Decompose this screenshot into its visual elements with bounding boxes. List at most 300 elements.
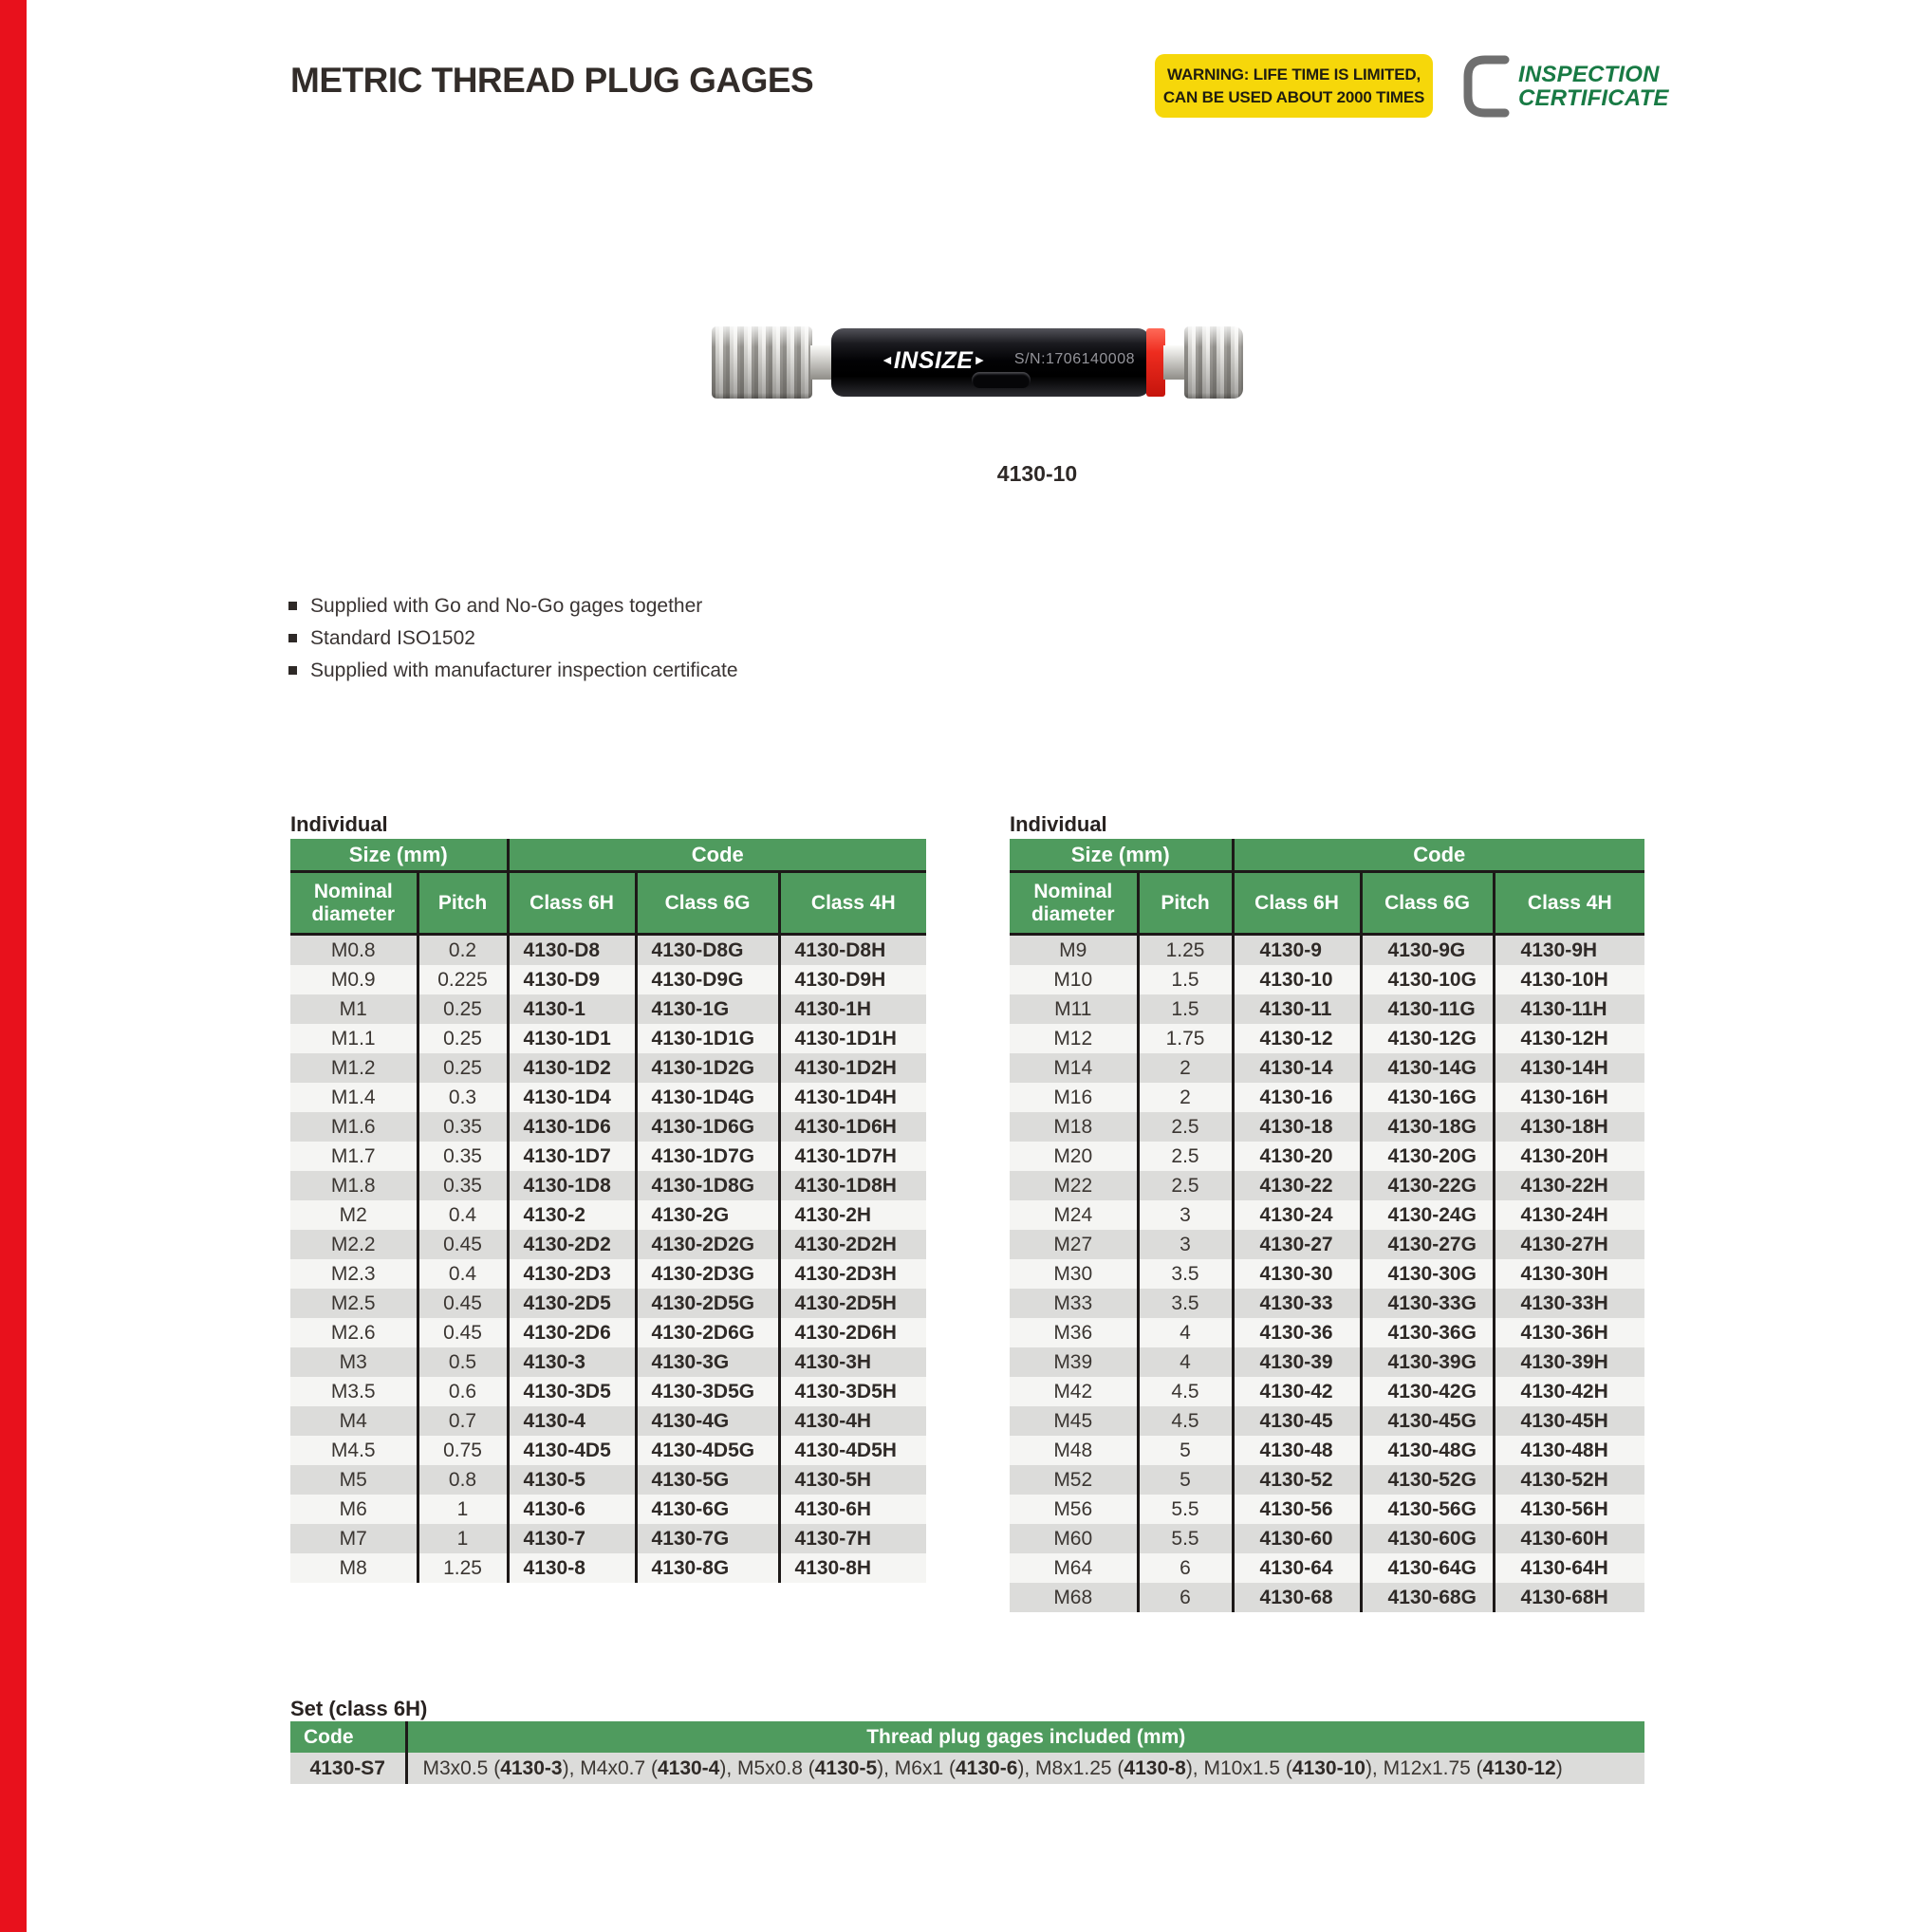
class-4h-code-cell: 4130-3H	[779, 1347, 926, 1377]
pitch-cell: 5	[1138, 1436, 1233, 1465]
nominal-diameter-cell: M20	[1010, 1142, 1138, 1171]
table-row	[290, 1112, 926, 1142]
class-6g-code-cell: 4130-2G	[636, 1200, 779, 1230]
table-row	[290, 935, 926, 966]
class-6h-code-cell: 4130-14	[1233, 1053, 1361, 1083]
table-row	[290, 1083, 926, 1112]
table-row	[1010, 1259, 1644, 1289]
certificate-line-2: CERTIFICATE	[1518, 85, 1669, 111]
gage-handle	[831, 328, 1150, 397]
size-group-header: Size (mm)	[1010, 839, 1233, 872]
nominal-diameter-cell: M0.9	[290, 965, 418, 994]
class-6g-code-cell: 4130-10G	[1361, 965, 1494, 994]
nominal-diameter-cell: M4	[290, 1406, 418, 1436]
nominal-diameter-cell: M33	[1010, 1289, 1138, 1318]
class-4h-code-cell: 4130-7H	[779, 1524, 926, 1553]
class-6g-code-cell: 4130-56G	[1361, 1495, 1494, 1524]
table-row	[290, 1347, 926, 1377]
nominal-diameter-cell: M60	[1010, 1524, 1138, 1553]
pitch-cell: 2	[1138, 1053, 1233, 1083]
class-6h-code-cell: 4130-42	[1233, 1377, 1361, 1406]
nominal-diameter-cell: M1.1	[290, 1024, 418, 1053]
class-6h-code-cell: 4130-68	[1233, 1583, 1361, 1612]
class-4h-code-cell: 4130-14H	[1494, 1053, 1644, 1083]
nominal-diameter-cell: M68	[1010, 1583, 1138, 1612]
class-6h-code-cell: 4130-2D2	[508, 1230, 636, 1259]
class-4h-code-cell: 4130-D9H	[779, 965, 926, 994]
class-6h-code-cell: 4130-5	[508, 1465, 636, 1495]
pitch-cell: 0.25	[418, 1053, 508, 1083]
class-6h-code-cell: 4130-7	[508, 1524, 636, 1553]
table-row	[1010, 1406, 1644, 1436]
pitch-cell: 0.6	[418, 1377, 508, 1406]
table-row	[290, 1318, 926, 1347]
pitch-cell: 0.35	[418, 1112, 508, 1142]
column-header-row	[1010, 872, 1644, 935]
nominal-diameter-cell: M24	[1010, 1200, 1138, 1230]
pitch-cell: 5.5	[1138, 1495, 1233, 1524]
pitch-cell: 4.5	[1138, 1406, 1233, 1436]
class-6h-code-cell: 4130-1D8	[508, 1171, 636, 1200]
nominal-diameter-cell: M45	[1010, 1406, 1138, 1436]
class-4h-code-cell: 4130-D8H	[779, 935, 926, 966]
class-6g-code-cell: 4130-5G	[636, 1465, 779, 1495]
code-group-header: Code	[508, 839, 926, 872]
no-go-gage-thread	[1184, 326, 1243, 399]
table-row	[290, 1053, 926, 1083]
class-6g-code-cell: 4130-39G	[1361, 1347, 1494, 1377]
class-4h-code-cell: 4130-4H	[779, 1406, 926, 1436]
nominal-diameter-cell: M2.5	[290, 1289, 418, 1318]
size-group-header: Size (mm)	[290, 839, 508, 872]
nominal-diameter-header: Nominal diameter	[1010, 872, 1138, 935]
class-4h-code-cell: 4130-60H	[1494, 1524, 1644, 1553]
nominal-diameter-cell: M30	[1010, 1259, 1138, 1289]
nominal-diameter-cell: M2.6	[290, 1318, 418, 1347]
pitch-cell: 0.4	[418, 1200, 508, 1230]
class-4h-code-cell: 4130-10H	[1494, 965, 1644, 994]
class-4h-header: Class 4H	[1494, 872, 1644, 935]
table-row	[290, 1377, 926, 1406]
class-6g-code-cell: 4130-D9G	[636, 965, 779, 994]
table-row	[290, 1553, 926, 1583]
pitch-cell: 0.75	[418, 1436, 508, 1465]
nominal-diameter-cell: M52	[1010, 1465, 1138, 1495]
class-4h-code-cell: 4130-12H	[1494, 1024, 1644, 1053]
nominal-diameter-cell: M56	[1010, 1495, 1138, 1524]
pitch-cell: 2.5	[1138, 1112, 1233, 1142]
class-6g-code-cell: 4130-7G	[636, 1524, 779, 1553]
nominal-diameter-cell: M7	[290, 1524, 418, 1553]
class-6g-code-cell: 4130-6G	[636, 1495, 779, 1524]
nominal-diameter-cell: M1.6	[290, 1112, 418, 1142]
nominal-diameter-cell: M5	[290, 1465, 418, 1495]
set-included-cell: M3x0.5 (4130-3), M4x0.7 (4130-4), M5x0.8 (4130-5), M6x1 (4130-6), M8x1.25 (4130-8), M10x1.5 (4130-10), M12x1.75 (4130-12)	[406, 1753, 1644, 1784]
pitch-cell: 4.5	[1138, 1377, 1233, 1406]
table-row	[1010, 1053, 1644, 1083]
class-6h-header: Class 6H	[1233, 872, 1361, 935]
class-4h-code-cell: 4130-20H	[1494, 1142, 1644, 1171]
pitch-cell: 0.45	[418, 1289, 508, 1318]
set-table	[290, 1721, 1644, 1784]
pitch-cell: 1	[418, 1524, 508, 1553]
class-6g-code-cell: 4130-D8G	[636, 935, 779, 966]
class-4h-code-cell: 4130-1D4H	[779, 1083, 926, 1112]
nominal-diameter-cell: M1.4	[290, 1083, 418, 1112]
table-row	[290, 1495, 926, 1524]
class-4h-code-cell: 4130-36H	[1494, 1318, 1644, 1347]
table-row	[1010, 1465, 1644, 1495]
included-gage-code: 4130-12	[1482, 1756, 1556, 1779]
nominal-diameter-cell: M3	[290, 1347, 418, 1377]
class-4h-code-cell: 4130-11H	[1494, 994, 1644, 1024]
class-6h-code-cell: 4130-12	[1233, 1024, 1361, 1053]
right-collar	[1163, 345, 1186, 380]
class-6g-code-cell: 4130-36G	[1361, 1318, 1494, 1347]
pitch-cell: 0.8	[418, 1465, 508, 1495]
class-4h-code-cell: 4130-48H	[1494, 1436, 1644, 1465]
nominal-diameter-cell: M2.2	[290, 1230, 418, 1259]
class-6g-code-cell: 4130-42G	[1361, 1377, 1494, 1406]
class-6h-code-cell: 4130-1	[508, 994, 636, 1024]
class-6g-code-cell: 4130-33G	[1361, 1289, 1494, 1318]
class-6h-code-cell: 4130-22	[1233, 1171, 1361, 1200]
pitch-cell: 0.225	[418, 965, 508, 994]
nominal-diameter-cell: M1.7	[290, 1142, 418, 1171]
table-row	[1010, 1436, 1644, 1465]
brand-name: INSIZE	[893, 347, 974, 374]
table-row	[290, 1436, 926, 1465]
class-6h-code-cell: 4130-24	[1233, 1200, 1361, 1230]
class-4h-code-cell: 4130-64H	[1494, 1553, 1644, 1583]
class-6h-code-cell: 4130-16	[1233, 1083, 1361, 1112]
table-row	[290, 1465, 926, 1495]
nominal-diameter-cell: M22	[1010, 1171, 1138, 1200]
nominal-diameter-cell: M1	[290, 994, 418, 1024]
class-6h-code-cell: 4130-27	[1233, 1230, 1361, 1259]
class-6g-code-cell: 4130-22G	[1361, 1171, 1494, 1200]
included-gage-code: 4130-5	[814, 1756, 878, 1779]
class-4h-code-cell: 4130-16H	[1494, 1083, 1644, 1112]
nominal-diameter-cell: M10	[1010, 965, 1138, 994]
go-gage-thread	[712, 326, 812, 399]
included-gage-code: 4130-3	[500, 1756, 563, 1779]
class-6g-code-cell: 4130-11G	[1361, 994, 1494, 1024]
class-6g-code-cell: 4130-1D8G	[636, 1171, 779, 1200]
table-row	[1010, 1347, 1644, 1377]
class-6g-code-cell: 4130-1D1G	[636, 1024, 779, 1053]
pitch-cell: 0.2	[418, 935, 508, 966]
class-6h-code-cell: 4130-10	[1233, 965, 1361, 994]
class-6g-code-cell: 4130-3G	[636, 1347, 779, 1377]
class-4h-code-cell: 4130-24H	[1494, 1200, 1644, 1230]
class-6h-code-cell: 4130-52	[1233, 1465, 1361, 1495]
feature-item: Standard ISO1502	[288, 622, 738, 655]
included-gage-code: 4130-4	[657, 1756, 720, 1779]
serial-number: S/N:1706140008	[1013, 351, 1135, 367]
class-6h-code-cell: 4130-1D1	[508, 1024, 636, 1053]
pitch-cell: 0.4	[418, 1259, 508, 1289]
class-6h-code-cell: 4130-1D4	[508, 1083, 636, 1112]
table-row	[290, 1259, 926, 1289]
class-6h-code-cell: 4130-2D3	[508, 1259, 636, 1289]
feature-list	[288, 590, 738, 687]
table-row	[1010, 1112, 1644, 1142]
table-row	[1010, 965, 1644, 994]
nominal-diameter-header: Nominal diameter	[290, 872, 418, 935]
pitch-cell: 1.5	[1138, 994, 1233, 1024]
class-6g-code-cell: 4130-27G	[1361, 1230, 1494, 1259]
class-6h-code-cell: 4130-20	[1233, 1142, 1361, 1171]
class-6h-code-cell: 4130-D9	[508, 965, 636, 994]
class-6g-code-cell: 4130-52G	[1361, 1465, 1494, 1495]
class-6h-code-cell: 4130-2	[508, 1200, 636, 1230]
class-4h-code-cell: 4130-1D2H	[779, 1053, 926, 1083]
class-4h-code-cell: 4130-42H	[1494, 1377, 1644, 1406]
table-row	[1010, 994, 1644, 1024]
class-6h-code-cell: 4130-3D5	[508, 1377, 636, 1406]
class-4h-code-cell: 4130-5H	[779, 1465, 926, 1495]
class-4h-code-cell: 4130-1D8H	[779, 1171, 926, 1200]
nominal-diameter-cell: M11	[1010, 994, 1138, 1024]
class-6g-code-cell: 4130-16G	[1361, 1083, 1494, 1112]
class-4h-code-cell: 4130-2D6H	[779, 1318, 926, 1347]
class-6g-code-cell: 4130-2D5G	[636, 1289, 779, 1318]
class-6g-code-cell: 4130-48G	[1361, 1436, 1494, 1465]
nominal-diameter-cell: M18	[1010, 1112, 1138, 1142]
nominal-diameter-cell: M2	[290, 1200, 418, 1230]
class-6g-code-cell: 4130-24G	[1361, 1200, 1494, 1230]
column-header-row	[290, 872, 926, 935]
table-row	[290, 1230, 926, 1259]
class-6g-code-cell: 4130-12G	[1361, 1024, 1494, 1053]
pitch-header: Pitch	[1138, 872, 1233, 935]
class-6g-code-cell: 4130-1D6G	[636, 1112, 779, 1142]
included-gage-code: 4130-6	[955, 1756, 1018, 1779]
class-4h-code-cell: 4130-8H	[779, 1553, 926, 1583]
feature-item: Supplied with manufacturer inspection certificate	[288, 655, 738, 687]
class-6h-code-cell: 4130-1D2	[508, 1053, 636, 1083]
insize-brand-logo	[881, 347, 986, 375]
pitch-cell: 3.5	[1138, 1289, 1233, 1318]
class-6g-code-cell: 4130-8G	[636, 1553, 779, 1583]
class-6h-code-cell: 4130-18	[1233, 1112, 1361, 1142]
certificate-text	[1518, 63, 1669, 110]
class-4h-code-cell: 4130-33H	[1494, 1289, 1644, 1318]
set-included-header: Thread plug gages included (mm)	[406, 1721, 1644, 1753]
class-4h-code-cell: 4130-68H	[1494, 1583, 1644, 1612]
class-6h-code-cell: 4130-33	[1233, 1289, 1361, 1318]
nominal-diameter-cell: M9	[1010, 935, 1138, 966]
class-4h-code-cell: 4130-1D1H	[779, 1024, 926, 1053]
class-6g-code-cell: 4130-1G	[636, 994, 779, 1024]
pitch-cell: 5.5	[1138, 1524, 1233, 1553]
pitch-cell: 2.5	[1138, 1142, 1233, 1171]
pitch-cell: 3	[1138, 1200, 1233, 1230]
class-6g-header: Class 6G	[1361, 872, 1494, 935]
class-6g-code-cell: 4130-45G	[1361, 1406, 1494, 1436]
class-4h-code-cell: 4130-22H	[1494, 1171, 1644, 1200]
class-6h-code-cell: 4130-2D6	[508, 1318, 636, 1347]
class-4h-code-cell: 4130-2D3H	[779, 1259, 926, 1289]
table-row	[290, 994, 926, 1024]
page-title: METRIC THREAD PLUG GAGES	[290, 61, 814, 100]
pitch-cell: 0.35	[418, 1171, 508, 1200]
class-6g-code-cell: 4130-14G	[1361, 1053, 1494, 1083]
class-6h-code-cell: 4130-30	[1233, 1259, 1361, 1289]
class-6h-code-cell: 4130-4D5	[508, 1436, 636, 1465]
nominal-diameter-cell: M42	[1010, 1377, 1138, 1406]
class-6g-code-cell: 4130-2D2G	[636, 1230, 779, 1259]
nominal-diameter-cell: M16	[1010, 1083, 1138, 1112]
class-4h-code-cell: 4130-3D5H	[779, 1377, 926, 1406]
pitch-cell: 6	[1138, 1583, 1233, 1612]
class-6h-code-cell: 4130-36	[1233, 1318, 1361, 1347]
pitch-cell: 0.5	[418, 1347, 508, 1377]
no-go-red-band	[1146, 328, 1165, 397]
class-6g-code-cell: 4130-4D5G	[636, 1436, 779, 1465]
certificate-line-1: INSPECTION	[1518, 62, 1660, 87]
table-row	[1010, 1495, 1644, 1524]
pitch-cell: 0.45	[418, 1318, 508, 1347]
pitch-cell: 0.35	[418, 1142, 508, 1171]
pitch-cell: 0.25	[418, 994, 508, 1024]
code-group-header: Code	[1233, 839, 1644, 872]
class-6h-code-cell: 4130-4	[508, 1406, 636, 1436]
table-row	[1010, 1142, 1644, 1171]
class-6g-code-cell: 4130-1D7G	[636, 1142, 779, 1171]
individual-table-small-sizes	[290, 839, 926, 1583]
class-6h-code-cell: 4130-11	[1233, 994, 1361, 1024]
class-6g-header: Class 6G	[636, 872, 779, 935]
class-4h-code-cell: 4130-2H	[779, 1200, 926, 1230]
pitch-cell: 3.5	[1138, 1259, 1233, 1289]
class-6h-code-cell: 4130-56	[1233, 1495, 1361, 1524]
nominal-diameter-cell: M0.8	[290, 935, 418, 966]
class-6g-code-cell: 4130-4G	[636, 1406, 779, 1436]
table-row	[1010, 1377, 1644, 1406]
set-code-cell: 4130-S7	[290, 1753, 406, 1784]
product-photo-thread-plug-gage	[712, 326, 1248, 399]
table-row	[1010, 1083, 1644, 1112]
table-row	[290, 1200, 926, 1230]
included-gage-code: 4130-10	[1291, 1756, 1365, 1779]
class-6g-code-cell: 4130-20G	[1361, 1142, 1494, 1171]
product-code-caption: 4130-10	[996, 461, 1078, 486]
table-row	[1010, 1230, 1644, 1259]
class-4h-code-cell: 4130-27H	[1494, 1230, 1644, 1259]
nominal-diameter-cell: M12	[1010, 1024, 1138, 1053]
pitch-cell: 2	[1138, 1083, 1233, 1112]
table-row	[290, 1142, 926, 1171]
table-row	[1010, 1318, 1644, 1347]
class-4h-code-cell: 4130-6H	[779, 1495, 926, 1524]
class-4h-code-cell: 4130-1D6H	[779, 1112, 926, 1142]
pitch-cell: 4	[1138, 1318, 1233, 1347]
set-header-row	[290, 1721, 1644, 1753]
table-row	[290, 1024, 926, 1053]
left-table-section-label: Individual	[290, 812, 388, 836]
table-row	[1010, 1200, 1644, 1230]
table-row	[290, 1524, 926, 1553]
set-table-section-label: Set (class 6H)	[290, 1697, 428, 1720]
class-4h-code-cell: 4130-30H	[1494, 1259, 1644, 1289]
class-4h-code-cell: 4130-56H	[1494, 1495, 1644, 1524]
class-6g-code-cell: 4130-1D4G	[636, 1083, 779, 1112]
class-6g-code-cell: 4130-68G	[1361, 1583, 1494, 1612]
table-row	[290, 1171, 926, 1200]
class-4h-code-cell: 4130-1H	[779, 994, 926, 1024]
pitch-header: Pitch	[418, 872, 508, 935]
nominal-diameter-cell: M8	[290, 1553, 418, 1583]
lifetime-warning-badge	[1155, 54, 1433, 118]
group-header-row	[290, 839, 926, 872]
pitch-cell: 0.45	[418, 1230, 508, 1259]
class-6h-code-cell: 4130-39	[1233, 1347, 1361, 1377]
table-row	[1010, 1583, 1644, 1612]
class-6h-code-cell: 4130-45	[1233, 1406, 1361, 1436]
pitch-cell: 0.7	[418, 1406, 508, 1436]
nominal-diameter-cell: M27	[1010, 1230, 1138, 1259]
class-4h-code-cell: 4130-39H	[1494, 1347, 1644, 1377]
class-6g-code-cell: 4130-2D3G	[636, 1259, 779, 1289]
class-4h-code-cell: 4130-2D2H	[779, 1230, 926, 1259]
certificate-bracket-icon	[1461, 55, 1511, 118]
nominal-diameter-cell: M4.5	[290, 1436, 418, 1465]
class-4h-code-cell: 4130-52H	[1494, 1465, 1644, 1495]
table-row	[1010, 1171, 1644, 1200]
class-4h-code-cell: 4130-45H	[1494, 1406, 1644, 1436]
class-6g-code-cell: 4130-1D2G	[636, 1053, 779, 1083]
class-6h-code-cell: 4130-2D5	[508, 1289, 636, 1318]
pitch-cell: 1.75	[1138, 1024, 1233, 1053]
nominal-diameter-cell: M6	[290, 1495, 418, 1524]
pitch-cell: 1.25	[418, 1553, 508, 1583]
handle-slot	[972, 372, 1031, 388]
class-6h-code-cell: 4130-60	[1233, 1524, 1361, 1553]
pitch-cell: 3	[1138, 1230, 1233, 1259]
class-6h-code-cell: 4130-64	[1233, 1553, 1361, 1583]
class-4h-code-cell: 4130-2D5H	[779, 1289, 926, 1318]
warning-line-1: WARNING: LIFE TIME IS LIMITED,	[1167, 65, 1421, 84]
table-row	[1010, 1553, 1644, 1583]
class-6h-code-cell: 4130-1D7	[508, 1142, 636, 1171]
table-row	[290, 1406, 926, 1436]
nominal-diameter-cell: M1.2	[290, 1053, 418, 1083]
nominal-diameter-cell: M1.8	[290, 1171, 418, 1200]
nominal-diameter-cell: M14	[1010, 1053, 1138, 1083]
pitch-cell: 6	[1138, 1553, 1233, 1583]
class-4h-code-cell: 4130-1D7H	[779, 1142, 926, 1171]
nominal-diameter-cell: M2.3	[290, 1259, 418, 1289]
nominal-diameter-cell: M3.5	[290, 1377, 418, 1406]
warning-line-2: CAN BE USED ABOUT 2000 TIMES	[1162, 87, 1425, 106]
class-6g-code-cell: 4130-9G	[1361, 935, 1494, 966]
individual-table-large-sizes	[1010, 839, 1644, 1612]
class-6h-code-cell: 4130-D8	[508, 935, 636, 966]
feature-item: Supplied with Go and No-Go gages together	[288, 590, 738, 622]
nominal-diameter-cell: M39	[1010, 1347, 1138, 1377]
class-6h-code-cell: 4130-9	[1233, 935, 1361, 966]
pitch-cell: 5	[1138, 1465, 1233, 1495]
class-6h-header: Class 6H	[508, 872, 636, 935]
table-row	[1010, 1289, 1644, 1318]
table-row	[1010, 935, 1644, 966]
pitch-cell: 0.25	[418, 1024, 508, 1053]
class-4h-code-cell: 4130-9H	[1494, 935, 1644, 966]
class-6g-code-cell: 4130-3D5G	[636, 1377, 779, 1406]
logo-right-arrow-icon: ►	[973, 352, 987, 367]
